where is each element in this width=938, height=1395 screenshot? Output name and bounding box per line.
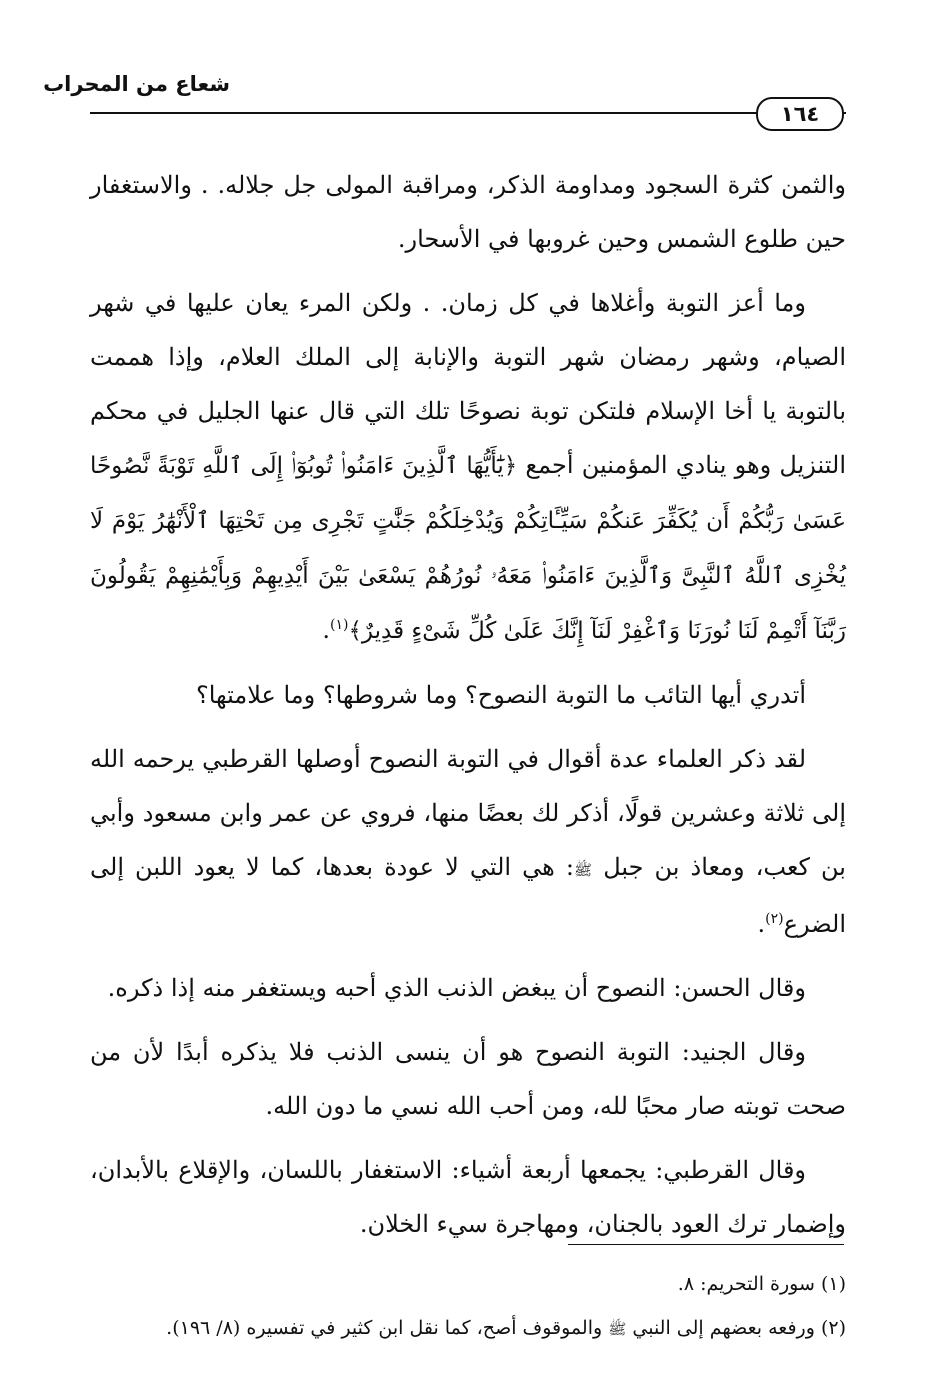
paragraph-3 (90, 668, 846, 722)
paragraph-text: وقال القرطبي: يجمعها أربعة أشياء: الاستغفار باللسان، والإقلاع بالأبدان، وإضمار ترك العود بالجنان، ومهاجرة سيء الخلان. (90, 1156, 846, 1238)
header-rule (90, 112, 846, 114)
paragraph-text: أتدري أيها التائب ما التوبة النصوح؟ وما شروطها؟ وما علامتها؟ (195, 681, 806, 709)
paragraph-4 (90, 732, 846, 951)
paragraph-7 (90, 1143, 846, 1251)
footnote-reference: (١) (329, 617, 349, 633)
paragraph-text: وقال الجنيد: التوبة النصوح هو أن ينسى الذنب فلا يذكره أبدًا لأن من صحت توبته صار محبًا لله، ومن أحب الله نسي ما دون الله. (90, 1038, 846, 1120)
honorific-symbol: ﷺ (574, 861, 593, 879)
honorific-symbol: ﷺ (608, 1320, 627, 1338)
footnote-marker: (٢) (820, 1317, 846, 1339)
paragraph-punctuation: . (322, 616, 330, 644)
paragraph-2 (90, 276, 846, 658)
footnote-2 (90, 1306, 846, 1351)
paragraph-text: وقال الحسن: النصوح أن يبغض الذنب الذي أحبه ويستغفر منه إذا ذكره. (107, 974, 806, 1002)
footnote-text: سورة التحريم: ٨. (677, 1273, 815, 1295)
footnote-reference: (٢) (765, 911, 784, 927)
footnotes (90, 1262, 846, 1351)
footnote-rule (568, 1244, 844, 1245)
footnote-text: ورفعه بعضهم إلى النبي (632, 1317, 815, 1339)
paragraph-text: وما أعز التوبة وأغلاها في كل زمان. . ولكن المرء يعان عليها في شهر الصيام، وشهر رمضان شهر التوبة والإنابة إلى الملك العلام، وإذا هممت بالتوبة يا أخا الإسلام فلتكن توبة نصوحًا تلك التي قال عنها الجليل في محكم التنزيل وهو ينادي المؤمنين أجمع (90, 289, 846, 479)
page-number: ١٦٤ (756, 97, 844, 131)
paragraph-text: لقد ذكر العلماء عدة أقوال في التوبة النصوح أوصلها القرطبي يرحمه الله إلى ثلاثة وعشرين قولًا، أذكر لك بعضًا منها، فروي عن عمر وابن مسعود وأبي بن كعب، ومعاذ بن جبل (90, 745, 846, 881)
paragraph-5 (90, 961, 846, 1015)
paragraph-text: : هي التي لا عودة بعدها، كما لا يعود اللبن إلى الضرع (90, 853, 846, 938)
footnote-1 (90, 1262, 846, 1306)
paragraph-6 (90, 1025, 846, 1133)
quran-verse: ﴿يَٰٓأَيُّهَا ٱلَّذِينَ ءَامَنُوا۟ تُوبُوٓا۟ إِلَى ٱللَّهِ تَوْبَةً نَّصُوحًا عَسَىٰ رَبُّكُمْ أَن يُكَفِّرَ عَنكُمْ سَيِّـَٔاتِكُمْ وَيُدْخِلَكُمْ جَنَّٰتٍ تَجْرِى مِن تَحْتِهَا ٱلْأَنْهَٰرُ يَوْمَ لَا يُخْزِى ٱللَّهُ ٱلنَّبِىَّ وَٱلَّذِينَ ءَامَنُوا۟ مَعَهُۥ نُورُهُمْ يَسْعَىٰ بَيْنَ أَيْدِيهِمْ وَبِأَيْمَٰنِهِمْ يَقُولُونَ رَبَّنَآ أَتْمِمْ لَنَا نُورَنَا وَٱغْفِرْ لَنَآ إِنَّكَ عَلَىٰ كُلِّ شَىْءٍ قَدِيرٌ﴾ (90, 453, 846, 644)
running-title: شعاع من المحراب (43, 72, 230, 96)
paragraph-1 (90, 158, 846, 266)
main-text (90, 158, 846, 1261)
paragraph-punctuation: . (757, 910, 766, 938)
footnote-text: والموقوف أصح، كما نقل ابن كثير في تفسيره (٨/ ١٩٦). (166, 1317, 603, 1339)
paragraph-text: والثمن كثرة السجود ومداومة الذكر، ومراقبة المولى جل جلاله. . والاستغفار حين طلوع الشمس وحين غروبها في الأسحار. (90, 171, 846, 253)
footnote-marker: (١) (820, 1273, 846, 1295)
